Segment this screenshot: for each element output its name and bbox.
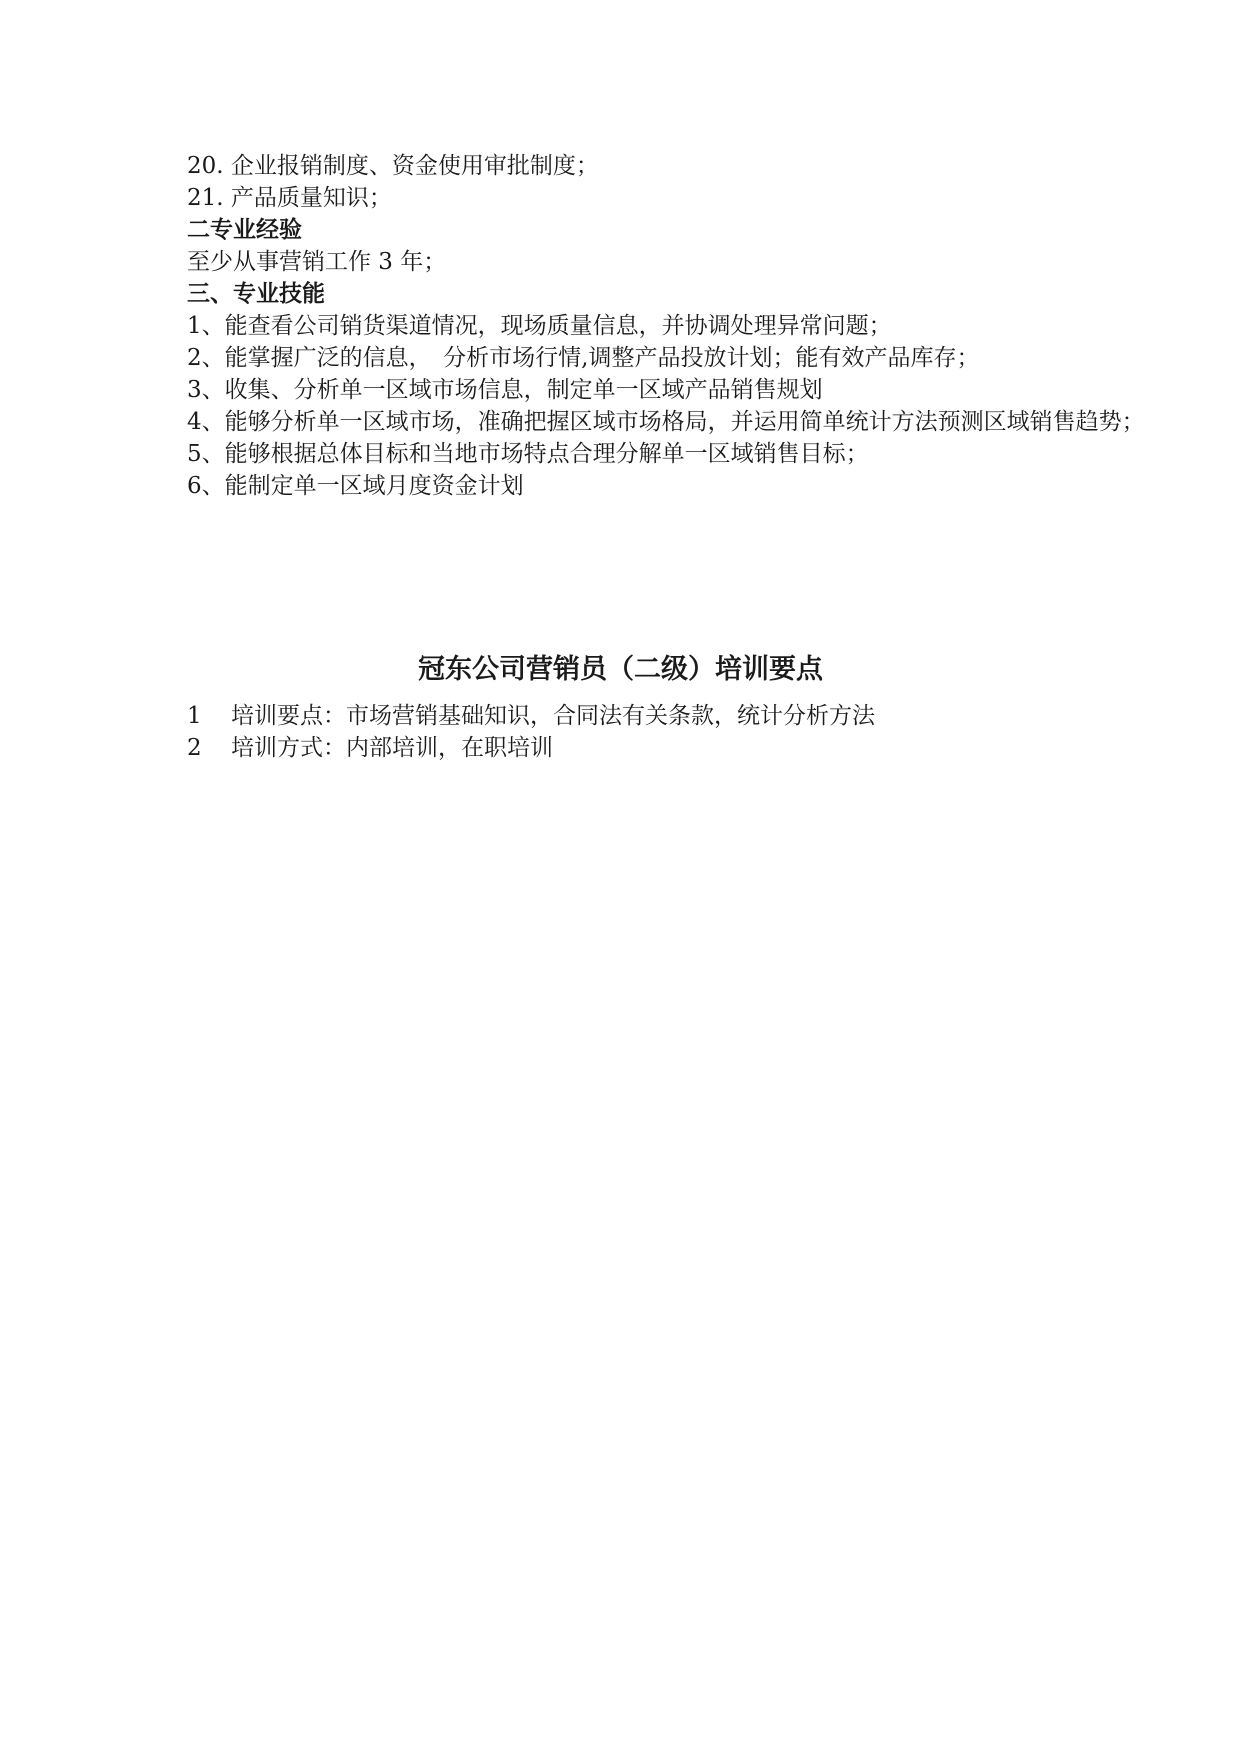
skill-item-2: 2、能掌握广泛的信息， 分析市场行情,调整产品投放计划；能有效产品库存；: [187, 345, 980, 371]
requirements-section: [187, 150, 1167, 502]
skills-heading: 三、专业技能: [187, 281, 325, 307]
training-row-1: [187, 700, 1167, 732]
training-row-number: 1: [187, 703, 202, 729]
training-row-text: 培训要点：市场营销基础知识，合同法有关条款，统计分析方法: [231, 703, 875, 729]
skill-item-5: 5、能够根据总体目标和当地市场特点合理分解单一区域销售目标；: [187, 441, 869, 467]
experience-text: 至少从事营销工作 3 年；: [187, 249, 447, 275]
skill-item-1: 1、能查看公司销货渠道情况，现场质量信息，并协调处理异常问题；: [187, 313, 892, 339]
knowledge-item-21: 21. 产品质量知识；: [187, 185, 392, 211]
training-row-2: [187, 732, 1167, 764]
training-list: [187, 700, 1167, 764]
skill-item-6: 6、能制定单一区域月度资金计划: [187, 473, 524, 499]
experience-heading: 二专业经验: [187, 217, 302, 243]
skill-item-4: 4、能够分析单一区域市场，准确把握区域市场格局，并运用简单统计方法预测区域销售趋势；: [187, 409, 1145, 435]
knowledge-item-20: 20. 企业报销制度、资金使用审批制度；: [187, 153, 599, 179]
skill-item-3: 3、收集、分析单一区域市场信息，制定单一区域产品销售规划: [187, 377, 823, 403]
training-row-number: 2: [187, 735, 202, 761]
training-title: 冠东公司营销员（二级）培训要点: [418, 654, 823, 685]
training-row-text: 培训方式：内部培训，在职培训: [231, 735, 553, 761]
